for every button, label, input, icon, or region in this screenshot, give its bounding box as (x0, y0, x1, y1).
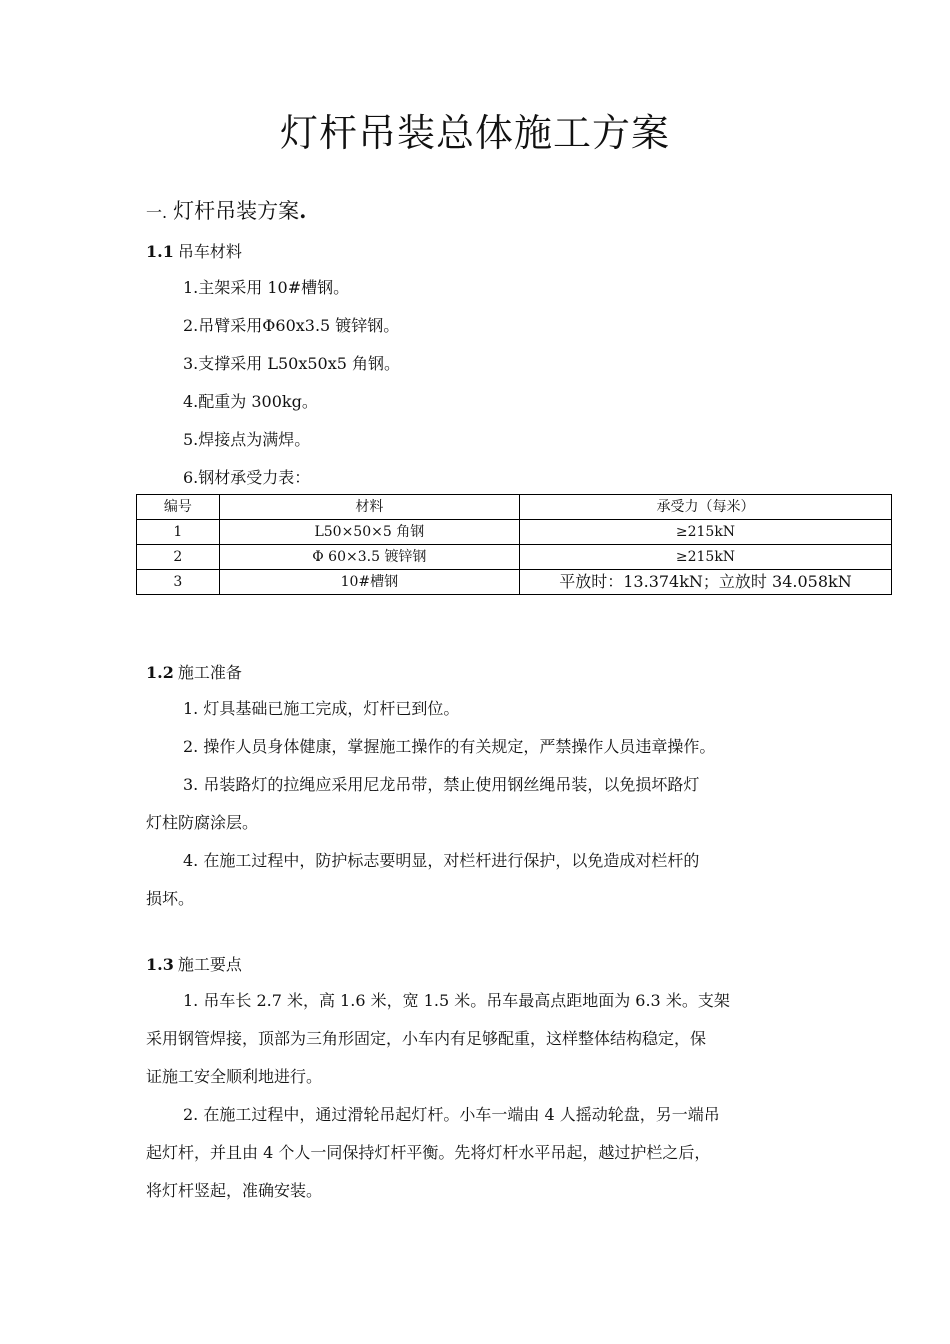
paragraph-line: 灯柱防腐涂层。 (146, 813, 259, 832)
subsection-number: 1.2 (146, 663, 174, 682)
subsection-number: 1.3 (146, 955, 174, 974)
paragraph-line: 4. 在施工过程中，防护标志要明显，对栏杆进行保护，以免造成对栏杆的 (183, 851, 700, 870)
table-cell: ≥215kN (519, 520, 891, 545)
paragraph-line: 起灯杆，并且由 4 个人一同保持灯杆平衡。先将灯杆水平吊起，越过护栏之后， (146, 1143, 711, 1162)
paragraph-line: 1. 吊车长 2.7 米，高 1.6 米，宽 1.5 米。吊车最高点距地面为 6.3 米。支架 (183, 991, 730, 1010)
list-item: 4.配重为 300kg。 (183, 392, 318, 411)
table-cell: Φ 60×3.5 镀锌钢 (219, 545, 519, 570)
table-cell: ≥215kN (519, 545, 891, 570)
paragraph-line: 损坏。 (146, 889, 195, 908)
list-item: 6.钢材承受力表： (183, 468, 311, 487)
table-header-cell: 承受力（每米） (519, 495, 891, 520)
table-cell: 3 (137, 570, 220, 595)
list-item: 5.焊接点为满焊。 (183, 430, 311, 449)
table-header-row (137, 495, 892, 520)
paragraph-line: 采用钢管焊接，顶部为三角形固定，小车内有足够配重，这样整体结构稳定，保 (146, 1029, 707, 1048)
paragraph-line: 3. 吊装路灯的拉绳应采用尼龙吊带，禁止使用钢丝绳吊装，以免损坏路灯 (183, 775, 700, 794)
paragraph-line: 证施工安全顺利地进行。 (146, 1067, 323, 1086)
paragraph-line: 1. 灯具基础已施工完成，灯杆已到位。 (183, 699, 460, 718)
section-number: 一. (146, 203, 168, 222)
subsection-heading-1-3 (146, 953, 242, 977)
subsection-title: 施工要点 (177, 955, 242, 974)
subsection-number: 1.1 (146, 242, 174, 261)
section-heading-1 (146, 196, 306, 228)
subsection-title: 吊车材料 (177, 242, 242, 261)
list-item: 2.吊臂采用Φ60x3.5 镀锌钢。 (183, 316, 400, 335)
table-row (137, 545, 892, 570)
table-row (137, 520, 892, 545)
table-header-cell: 材料 (219, 495, 519, 520)
material-table (136, 494, 892, 595)
section-heading-dot: . (299, 198, 307, 223)
document-title: 灯杆吊装总体施工方案 (279, 111, 670, 155)
table-cell: 10#槽钢 (219, 570, 519, 595)
paragraph-line: 2. 在施工过程中，通过滑轮吊起灯杆。小车一端由 4 人摇动轮盘，另一端吊 (183, 1105, 720, 1124)
list-item: 1.主架采用 10#槽钢。 (183, 278, 350, 297)
table-cell: 平放时：13.374kN；立放时 34.058kN (519, 570, 891, 595)
table-cell: 2 (137, 545, 220, 570)
table-cell: L50×50×5 角钢 (219, 520, 519, 545)
subsection-title: 施工准备 (177, 663, 242, 682)
paragraph-line: 2. 操作人员身体健康，掌握施工操作的有关规定，严禁操作人员违章操作。 (183, 737, 716, 756)
paragraph-line: 将灯杆竖起，准确安装。 (146, 1181, 323, 1200)
table-cell: 1 (137, 520, 220, 545)
subsection-heading-1-1 (146, 240, 242, 264)
table-row (137, 570, 892, 595)
list-item: 3.支撑采用 L50x50x5 角钢。 (183, 354, 401, 373)
subsection-heading-1-2 (146, 661, 242, 685)
table-header-cell: 编号 (137, 495, 220, 520)
section-heading-text: 灯杆吊装方案 (173, 199, 300, 223)
